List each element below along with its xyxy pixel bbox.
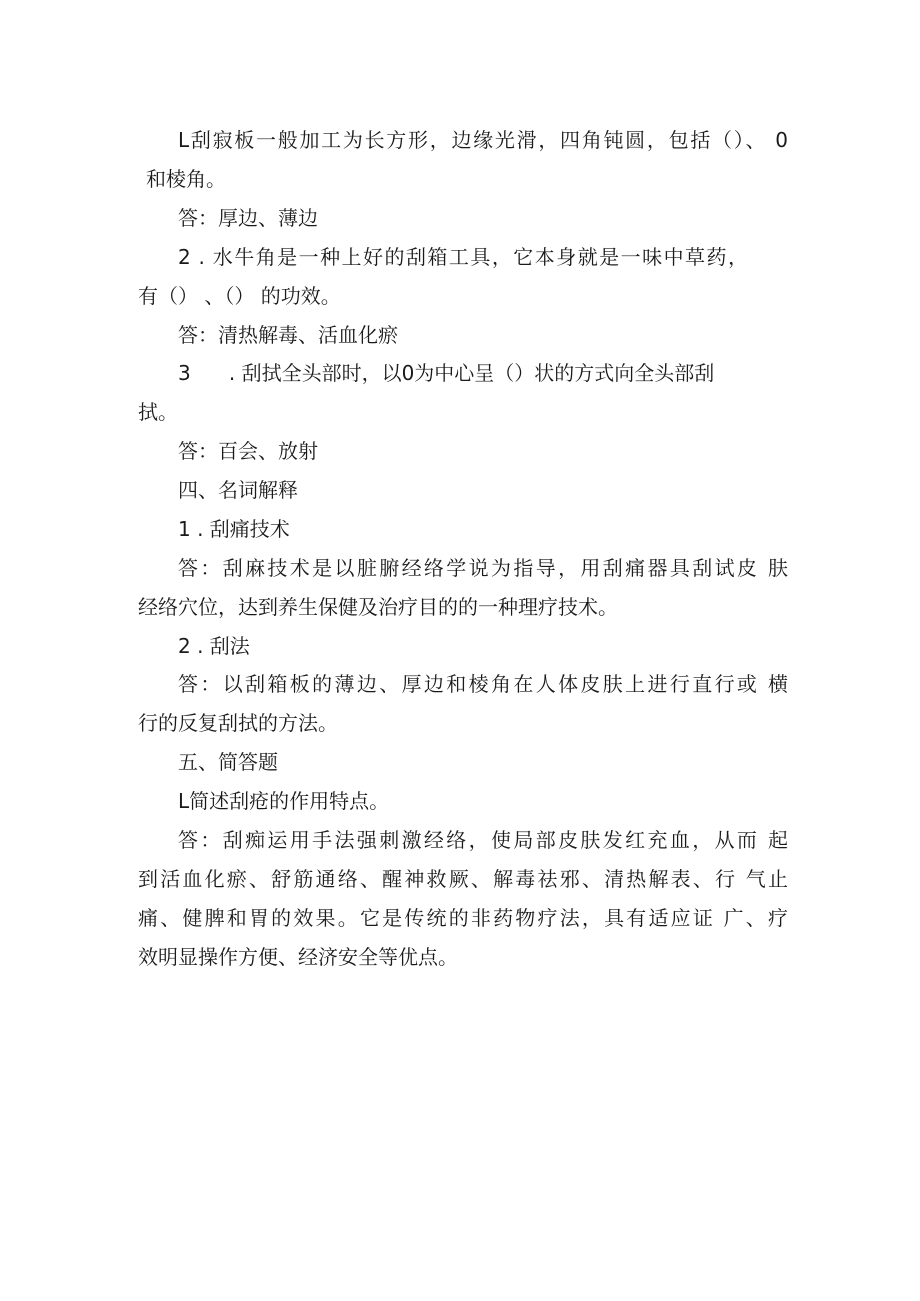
section-heading-5: 五、简答题 <box>178 750 278 774</box>
question-1-line-1: L刮寂板一般加工为长方形，边缘光滑，四角钝圆，包括（）、 0 <box>178 128 788 152</box>
answer-3: 答：百会、放射 <box>178 439 318 463</box>
question-2-line-2: 有（） 、（） 的功效。 <box>138 284 341 308</box>
definition-1-line-2: 经络穴位，达到养生保健及治疗目的的一种理疗技术。 <box>138 595 618 619</box>
definition-2-line-1: 答：以刮箱板的薄边、厚边和棱角在人体皮肤上进行直行或 横 <box>178 672 788 696</box>
question-5: L简述刮疮的作用特点。 <box>178 789 390 813</box>
answer-5-line-2: 到活血化瘀、舒筋通络、醒神救厥、解毒祛邪、清热解表、行 气止 <box>138 867 788 891</box>
answer-1: 答：厚边、薄边 <box>178 206 318 230</box>
question-1-line-2: 和棱角。 <box>146 167 226 191</box>
question-3-line-2: 拭。 <box>138 400 178 424</box>
term-1: 1 . 刮痛技术 <box>178 517 290 541</box>
answer-5-line-1: 答：刮痴运用手法强刺激经络，使局部皮肤发红充血，从而 起 <box>178 828 788 852</box>
definition-2-line-2: 行的反复刮拭的方法。 <box>138 711 338 735</box>
question-2-line-1: 2 . 水牛角是一种上好的刮箱工具，它本身就是一味中草药， <box>178 245 748 269</box>
definition-1-line-1: 答：刮麻技术是以脏腑经络学说为指导，用刮痛器具刮试皮 肤 <box>178 556 788 580</box>
section-heading-4: 四、名词解释 <box>178 478 298 502</box>
term-2: 2 . 刮法 <box>178 634 250 658</box>
answer-5-line-3: 痛、健脾和胃的效果。它是传统的非药物疗法，具有适应证 广、疗 <box>138 906 788 930</box>
answer-2: 答：清热解毒、活血化瘀 <box>178 323 398 347</box>
question-3-line-1: 3 . 刮拭全头部时，以0为中心呈（）状的方式向全头部刮 <box>178 361 715 385</box>
answer-5-line-4: 效明显操作方便、经济安全等优点。 <box>138 945 458 969</box>
